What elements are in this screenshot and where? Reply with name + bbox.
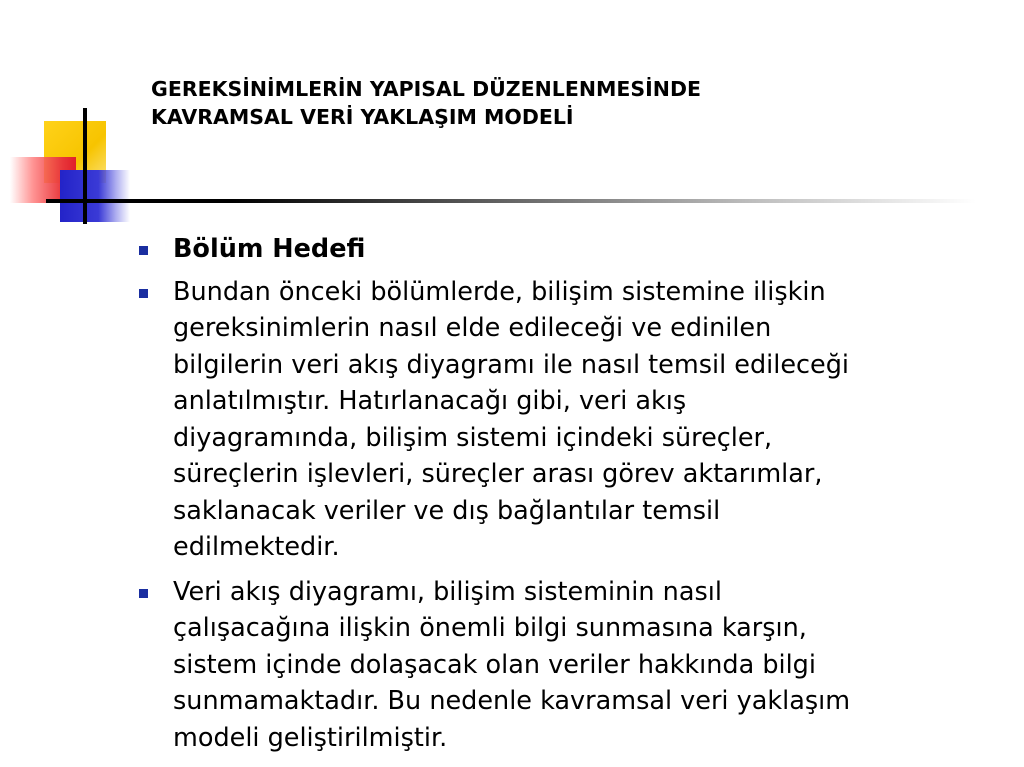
square-bullet-icon bbox=[139, 246, 148, 255]
bullet-item-data-flow-diagram bbox=[132, 574, 1002, 757]
bullet-item-previous-chapters bbox=[132, 274, 1002, 566]
square-bullet-icon bbox=[139, 589, 148, 598]
bullet-text-line: anlatılmıştır. Hatırlanacağı gibi, veri akış bbox=[173, 386, 687, 416]
bullet-text-line: Bundan önceki bölümlerde, bilişim sistemine ilişkin bbox=[173, 276, 826, 307]
bullet-list bbox=[132, 231, 1002, 764]
title-underline-rule bbox=[46, 199, 976, 203]
slide-title bbox=[151, 75, 951, 131]
bullet-text-line: saklanacak veriler ve dış bağlantılar temsil bbox=[173, 495, 721, 526]
bullet-text-line: çalışacağına ilişkin önemli bilgi sunmasına karşın, bbox=[173, 613, 807, 643]
slide-title-line: KAVRAMSAL VERİ YAKLAŞIM MODELİ bbox=[151, 105, 574, 129]
bullet-text-line: diyagramında, bilişim sistemi içindeki süreçler, bbox=[173, 422, 773, 453]
bullet-item-section-goal bbox=[132, 231, 1002, 268]
bullet-text-line: Veri akış diyagramı, bilişim sisteminin nasıl bbox=[173, 576, 722, 607]
square-bullet-icon bbox=[139, 289, 148, 298]
bullet-text-line: modeli geliştirilmiştir. bbox=[173, 722, 448, 753]
bullet-text-line: edilmektedir. bbox=[173, 532, 340, 562]
slide-title-line: GEREKSİNİMLERİN YAPISAL DÜZENLENMESİNDE bbox=[151, 77, 701, 101]
blue-block-decoration bbox=[60, 170, 130, 222]
bullet-text-line: sunmamaktadır. Bu nedenle kavramsal veri yaklaşım bbox=[173, 686, 851, 716]
bullet-text-line: süreçlerin işlevleri, süreçler arası görev aktarımlar, bbox=[173, 459, 823, 489]
bullet-text-line: sistem içinde dolaşacak olan veriler hakkında bilgi bbox=[173, 649, 816, 680]
bullet-text-line: Bölüm Hedefi bbox=[173, 234, 366, 264]
bullet-text-line: bilgilerin veri akış diyagramı ile nasıl temsil edileceği bbox=[173, 349, 849, 380]
bullet-text-line: gereksinimlerin nasıl elde edileceği ve edinilen bbox=[173, 313, 772, 343]
vertical-rule-decoration bbox=[83, 108, 87, 224]
